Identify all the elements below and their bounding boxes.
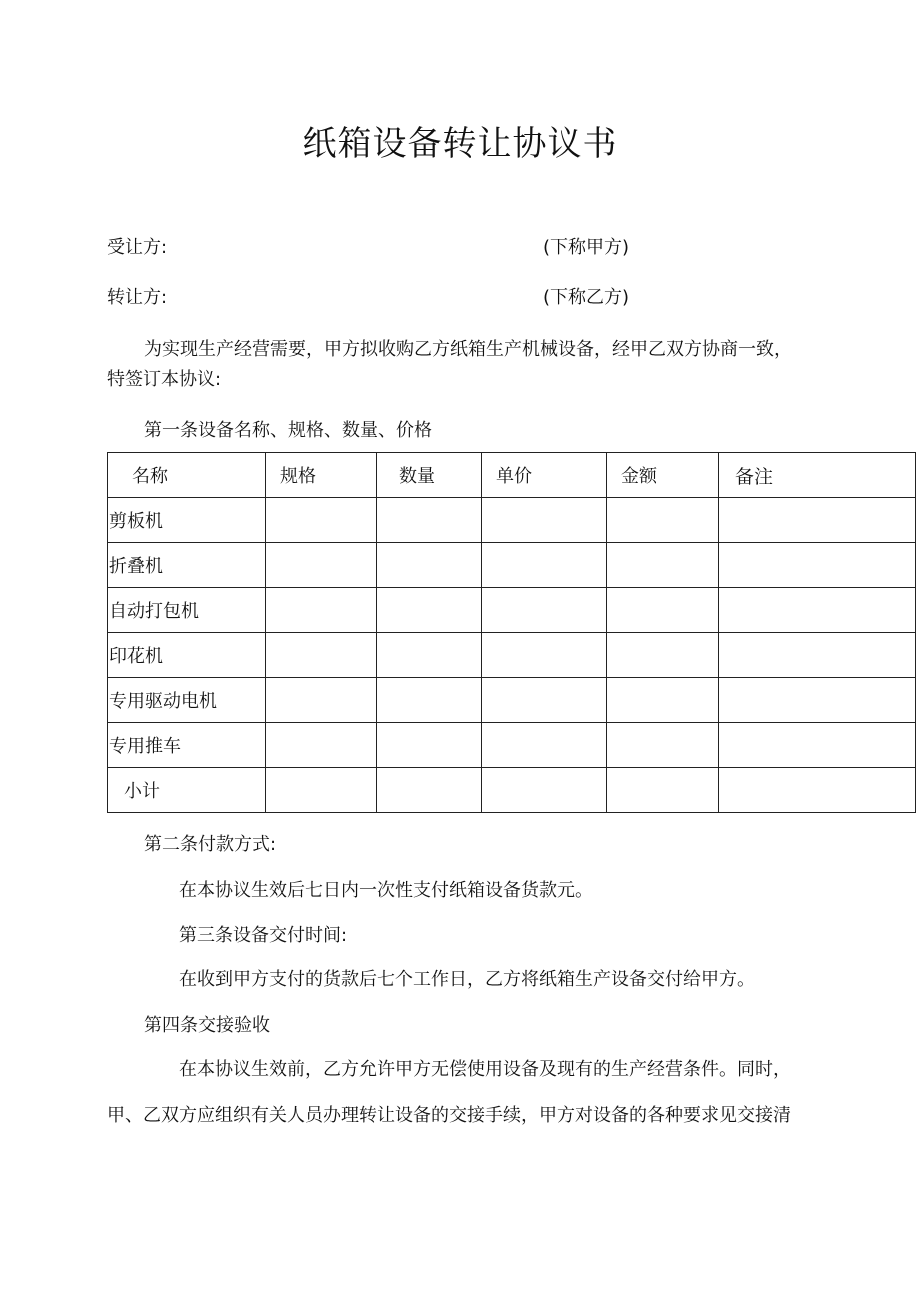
cell-remarks (719, 543, 916, 588)
row-name: 专用驱动电机 (108, 678, 266, 723)
cell-quantity (377, 678, 482, 723)
cell-quantity (377, 768, 482, 813)
cell-remarks (719, 633, 916, 678)
header-remarks: 备注 (719, 453, 916, 498)
header-unit-price: 单价 (482, 453, 607, 498)
article4-body-line-2: 甲、乙双方应组织有关人员办理转让设备的交接手续，甲方对设备的各种要求见交接清 (107, 1105, 791, 1126)
article1-heading: 第一条设备名称、规格、数量、价格 (144, 420, 432, 441)
cell-spec (266, 678, 377, 723)
cell-quantity (377, 588, 482, 633)
cell-amount (607, 543, 719, 588)
cell-unit-price (482, 588, 607, 633)
table-row (108, 633, 916, 678)
subtotal-row (108, 768, 916, 813)
article2-body: 在本协议生效后七日内一次性支付纸箱设备货款元。 (179, 880, 593, 901)
cell-spec (266, 543, 377, 588)
cell-remarks (719, 588, 916, 633)
cell-amount (607, 633, 719, 678)
cell-unit-price (482, 723, 607, 768)
header-spec: 规格 (266, 453, 377, 498)
cell-quantity (377, 543, 482, 588)
cell-spec (266, 588, 377, 633)
article2-heading: 第二条付款方式: (144, 834, 277, 855)
article4-body-line-1: 在本协议生效前，乙方允许甲方无偿使用设备及现有的生产经营条件。同时， (179, 1059, 791, 1080)
cell-unit-price (482, 498, 607, 543)
transferee-note: (下称甲方) (543, 237, 630, 258)
row-name: 剪板机 (108, 498, 266, 543)
subtotal-label: 小计 (108, 768, 266, 813)
transferor-label: 转让方: (107, 287, 168, 308)
cell-spec (266, 723, 377, 768)
article4-heading: 第四条交接验收 (144, 1015, 270, 1036)
row-name: 折叠机 (108, 543, 266, 588)
cell-quantity (377, 498, 482, 543)
cell-amount (607, 678, 719, 723)
row-name: 印花机 (108, 633, 266, 678)
table-row (108, 588, 916, 633)
cell-amount (607, 498, 719, 543)
cell-spec (266, 633, 377, 678)
equipment-table (107, 452, 916, 813)
cell-unit-price (482, 543, 607, 588)
table-row (108, 498, 916, 543)
table-row (108, 543, 916, 588)
transferor-note: (下称乙方) (543, 287, 630, 308)
document-title: 纸箱设备转让协议书 (302, 124, 618, 164)
cell-quantity (377, 723, 482, 768)
article3-body: 在收到甲方支付的货款后七个工作日，乙方将纸箱生产设备交付给甲方。 (179, 969, 755, 990)
intro-line-1: 为实现生产经营需要，甲方拟收购乙方纸箱生产机械设备，经甲乙双方协商一致， (144, 339, 792, 360)
header-name: 名称 (108, 453, 266, 498)
table-header-row (108, 453, 916, 498)
cell-remarks (719, 723, 916, 768)
cell-remarks (719, 768, 916, 813)
cell-unit-price (482, 768, 607, 813)
cell-remarks (719, 678, 916, 723)
transferee-label: 受让方: (107, 237, 168, 258)
cell-unit-price (482, 678, 607, 723)
table-row (108, 723, 916, 768)
header-quantity: 数量 (377, 453, 482, 498)
cell-quantity (377, 633, 482, 678)
cell-amount (607, 588, 719, 633)
cell-remarks (719, 498, 916, 543)
cell-spec (266, 768, 377, 813)
header-amount: 金额 (607, 453, 719, 498)
cell-amount (607, 723, 719, 768)
table-row (108, 678, 916, 723)
cell-amount (607, 768, 719, 813)
cell-spec (266, 498, 377, 543)
row-name: 自动打包机 (108, 588, 266, 633)
row-name: 专用推车 (108, 723, 266, 768)
cell-unit-price (482, 633, 607, 678)
article3-heading: 第三条设备交付时间: (179, 925, 348, 946)
intro-line-2: 特签订本协议: (107, 369, 222, 390)
